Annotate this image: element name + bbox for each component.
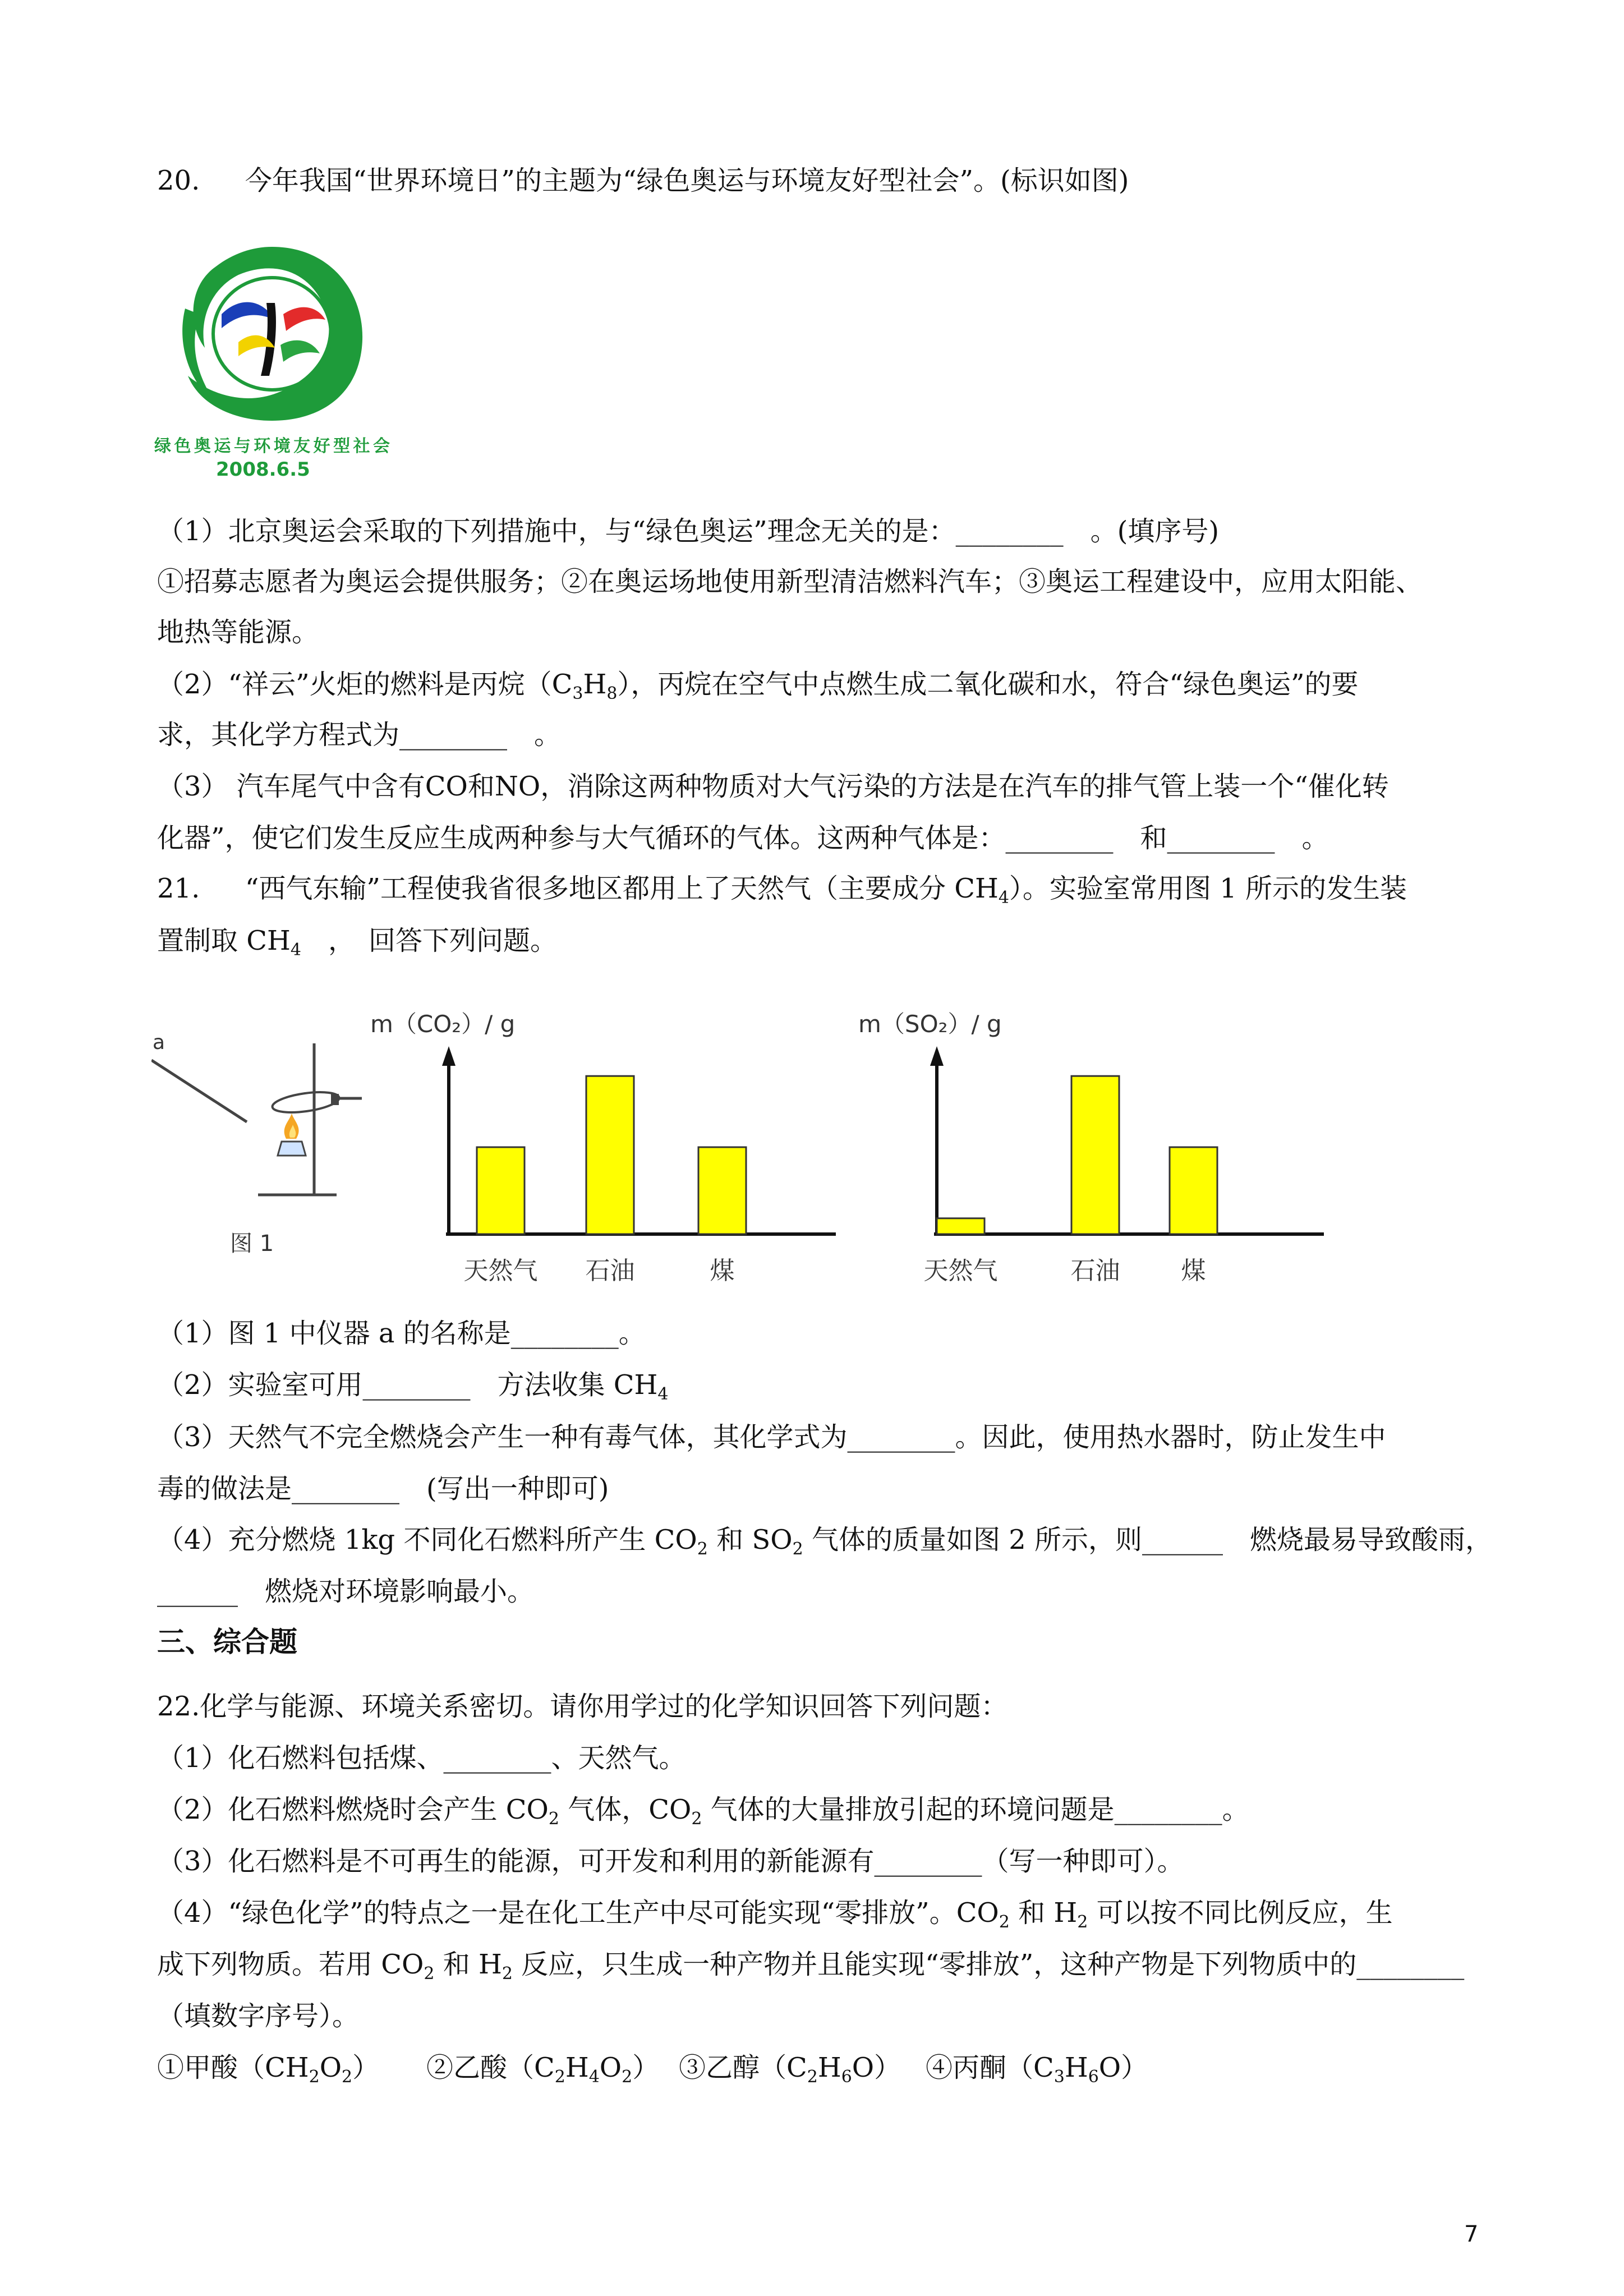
logo-caption: 绿色奥运与环境友好型社会 bbox=[154, 436, 390, 456]
q22-option-2 bbox=[426, 2050, 679, 2095]
q22-part1: （1）化石燃料包括煤、________、天然气。 bbox=[157, 1742, 686, 1774]
q21-part2 bbox=[157, 1367, 1498, 1412]
subscript: 4 bbox=[290, 940, 301, 960]
chart-so2-tick-label-2: 石油 bbox=[1070, 1257, 1120, 1285]
option-text: ④丙酮（C bbox=[926, 2052, 1054, 2083]
q21-part3-b: 毒的做法是________ (写出一种即可) bbox=[157, 1473, 609, 1504]
subscript: 2 bbox=[554, 2067, 565, 2087]
q21-stem-text: ）。实验室常用图 1 所示的发生装 bbox=[1009, 873, 1407, 904]
option-text: ①甲酸（CH bbox=[157, 2052, 309, 2083]
subscript: 2 bbox=[548, 1809, 559, 1829]
chart-so2-mass bbox=[853, 999, 1335, 1313]
q21-part4-text: （4）充分燃烧 1kg 不同化石燃料所产生 CO bbox=[157, 1524, 697, 1556]
q21-number: 21. bbox=[157, 873, 200, 904]
subscript: 4 bbox=[657, 1384, 669, 1404]
option-text: H bbox=[817, 2052, 841, 2083]
subscript: 4 bbox=[998, 888, 1009, 908]
option-text: ） bbox=[632, 2052, 660, 2083]
option-text: O bbox=[319, 2052, 342, 2083]
page-number: 7 bbox=[1464, 2221, 1479, 2247]
q22-intro: 22.化学与能源、环境关系密切。请你用学过的化学知识回答下列问题： bbox=[157, 1691, 1008, 1722]
q20-part2-b: 求，其化学方程式为________ 。 bbox=[157, 719, 562, 751]
chart-co2-tick-label-2: 石油 bbox=[585, 1257, 635, 1285]
q22-part2-text: 气体，CO bbox=[559, 1794, 692, 1825]
q22-option-4 bbox=[926, 2050, 1172, 2095]
option-text: O bbox=[1098, 2052, 1121, 2083]
q22-part4-text: 成下列物质。若用 CO bbox=[157, 1949, 424, 1980]
q21-part2-text: （2）实验室可用________ 方法收集 CH bbox=[157, 1369, 658, 1401]
q20-part2-text: （2）“祥云”火炬的燃料是丙烷（C bbox=[157, 669, 573, 700]
q22-option-1 bbox=[157, 2050, 426, 2095]
subscript: 2 bbox=[342, 2067, 353, 2087]
q21-stem-a bbox=[157, 871, 1498, 916]
green-olympics-logo bbox=[154, 236, 390, 482]
subscript: 2 bbox=[999, 1912, 1010, 1932]
q20-part1: （1）北京奥运会采取的下列措施中，与“绿色奥运”理念无关的是：________ 。(填序号) bbox=[157, 516, 1220, 547]
logo-date: 2008.6.5 bbox=[216, 458, 310, 481]
q22-part4-text: 反应，只生成一种产物并且能实现“零排放”，这种产物是下列物质中的________ bbox=[512, 1949, 1465, 1980]
q22-part4-text: 和 H bbox=[434, 1949, 502, 1980]
chart-so2-y-arrow bbox=[930, 1046, 944, 1066]
q20-text: 今年我国“世界环境日”的主题为“绿色奥运与环境友好型社会”。(标识如图) bbox=[245, 165, 1129, 196]
chart-so2-bar-1 bbox=[937, 1218, 984, 1234]
option-text: ②乙酸（C bbox=[426, 2052, 555, 2083]
subscript: 2 bbox=[309, 2067, 320, 2087]
option-text: O bbox=[852, 2052, 875, 2083]
subscript: 2 bbox=[792, 1539, 803, 1559]
chart-so2-tick-label-3: 煤 bbox=[1181, 1257, 1206, 1285]
q21-stem-b bbox=[157, 923, 1498, 968]
q20-number: 20. bbox=[157, 165, 200, 196]
q21-stem-text: “西气东输”工程使我省很多地区都用上了天然气（主要成分 CH bbox=[245, 873, 999, 904]
q22-part2-text: 气体的大量排放引起的环境问题是________。 bbox=[702, 1794, 1249, 1825]
q21-part1: （1）图 1 中仪器 a 的名称是________。 bbox=[157, 1318, 646, 1349]
q22-part4-a bbox=[157, 1895, 1498, 1940]
q22-options bbox=[157, 2050, 1498, 2095]
subscript: 3 bbox=[572, 684, 583, 703]
q22-part2-text: （2）化石燃料燃烧时会产生 CO bbox=[157, 1794, 549, 1825]
q20-part1-options-a: ①招募志愿者为奥运会提供服务；②在奥运场地使用新型清洁燃料汽车；③奥运工程建设中，应用太阳能、 bbox=[157, 566, 1423, 597]
chart-so2-tick-label-1: 天然气 bbox=[923, 1257, 998, 1285]
q20-part2-a bbox=[157, 666, 1498, 712]
chart-co2-tick-label-1: 天然气 bbox=[463, 1257, 538, 1285]
chart-co2-y-arrow bbox=[442, 1046, 456, 1066]
subscript: 2 bbox=[807, 2067, 818, 2087]
q22-part2 bbox=[157, 1792, 1498, 1837]
subscript: 6 bbox=[841, 2067, 852, 2087]
subscript: 3 bbox=[1053, 2067, 1065, 2087]
q20-part2-formula: H bbox=[583, 669, 607, 700]
subscript: 2 bbox=[697, 1539, 708, 1559]
q22-option-3 bbox=[679, 2050, 926, 2095]
subscript: 2 bbox=[502, 1964, 513, 1984]
q22-part4-text: 和 H bbox=[1009, 1897, 1078, 1929]
subscript: 6 bbox=[1088, 2067, 1099, 2087]
chart-co2-ylabel: m（CO₂）/ g bbox=[370, 1010, 516, 1038]
chart-co2-mass bbox=[359, 999, 853, 1313]
q20-stem bbox=[157, 163, 1498, 199]
chart-so2-bar-2 bbox=[1071, 1076, 1119, 1234]
option-text: ） bbox=[874, 2052, 901, 2083]
q21-part4-b: ______ 燃烧对环境影响最小。 bbox=[157, 1576, 535, 1607]
q22-part4-text: 可以按不同比例反应，生 bbox=[1088, 1897, 1393, 1929]
instrument-a-label: a bbox=[153, 1031, 165, 1054]
q20-part1-options-b: 地热等能源。 bbox=[157, 616, 319, 648]
option-text: ③乙醇（C bbox=[679, 2052, 807, 2083]
q22-part4-b bbox=[157, 1947, 1498, 1992]
q21-stem-text: 置制取 CH bbox=[157, 925, 291, 956]
q21-part4-a bbox=[157, 1522, 1498, 1567]
figure-1-caption: 图 1 bbox=[230, 1231, 274, 1257]
subscript: 4 bbox=[588, 2067, 600, 2087]
chart-co2-tick-label-3: 煤 bbox=[710, 1257, 735, 1285]
q21-part3-a: （3）天然气不完全燃烧会产生一种有毒气体，其化学式为________。因此，使用热水器时，防止发生中 bbox=[157, 1421, 1386, 1453]
q20-part3-b: 化器”，使它们发生反应生成两种参与大气循环的气体。这两种气体是：________ 和________ 。 bbox=[157, 822, 1329, 854]
q20-part2-text: ），丙烷在空气中点燃生成二氧化碳和水，符合“绿色奥运”的要 bbox=[617, 669, 1359, 700]
q21-part4-text: 气体的质量如图 2 所示，则______ 燃烧最易导致酸雨， bbox=[803, 1524, 1493, 1556]
chart-so2-ylabel: m（SO₂）/ g bbox=[858, 1010, 1002, 1038]
chart-co2-bar-3 bbox=[698, 1147, 746, 1234]
q20-part3-a: （3） 汽车尾气中含有CO和NO，消除这两种物质对大气污染的方法是在汽车的排气管上装一个“催化转 bbox=[157, 771, 1389, 802]
section-3-title: 三、综合题 bbox=[157, 1626, 297, 1658]
option-text: ） bbox=[1121, 2052, 1148, 2083]
chart-so2-bar-3 bbox=[1170, 1147, 1217, 1234]
q21-stem-text: ， 回答下列问题。 bbox=[301, 925, 557, 956]
subscript: 2 bbox=[691, 1809, 702, 1829]
subscript: 2 bbox=[424, 1964, 435, 1984]
q22-part4-text: （4）“绿色化学”的特点之一是在化工生产中尽可能实现“零排放”。CO bbox=[157, 1897, 999, 1929]
q22-part3: （3）化石燃料是不可再生的能源，可开发和利用的新能源有________（写一种即可）。 bbox=[157, 1846, 1184, 1877]
option-text: H bbox=[565, 2052, 589, 2083]
q21-part4-text: 和 SO bbox=[707, 1524, 793, 1556]
option-text: H bbox=[1064, 2052, 1088, 2083]
chart-co2-bar-1 bbox=[477, 1147, 525, 1234]
subscript: 8 bbox=[606, 684, 618, 703]
chart-co2-bar-2 bbox=[586, 1076, 634, 1234]
subscript: 2 bbox=[1077, 1912, 1088, 1932]
option-text: O bbox=[599, 2052, 622, 2083]
subscript: 2 bbox=[622, 2067, 633, 2087]
q22-part4-c: （填数字序号）。 bbox=[157, 2000, 360, 2032]
option-text: ） bbox=[352, 2052, 380, 2083]
